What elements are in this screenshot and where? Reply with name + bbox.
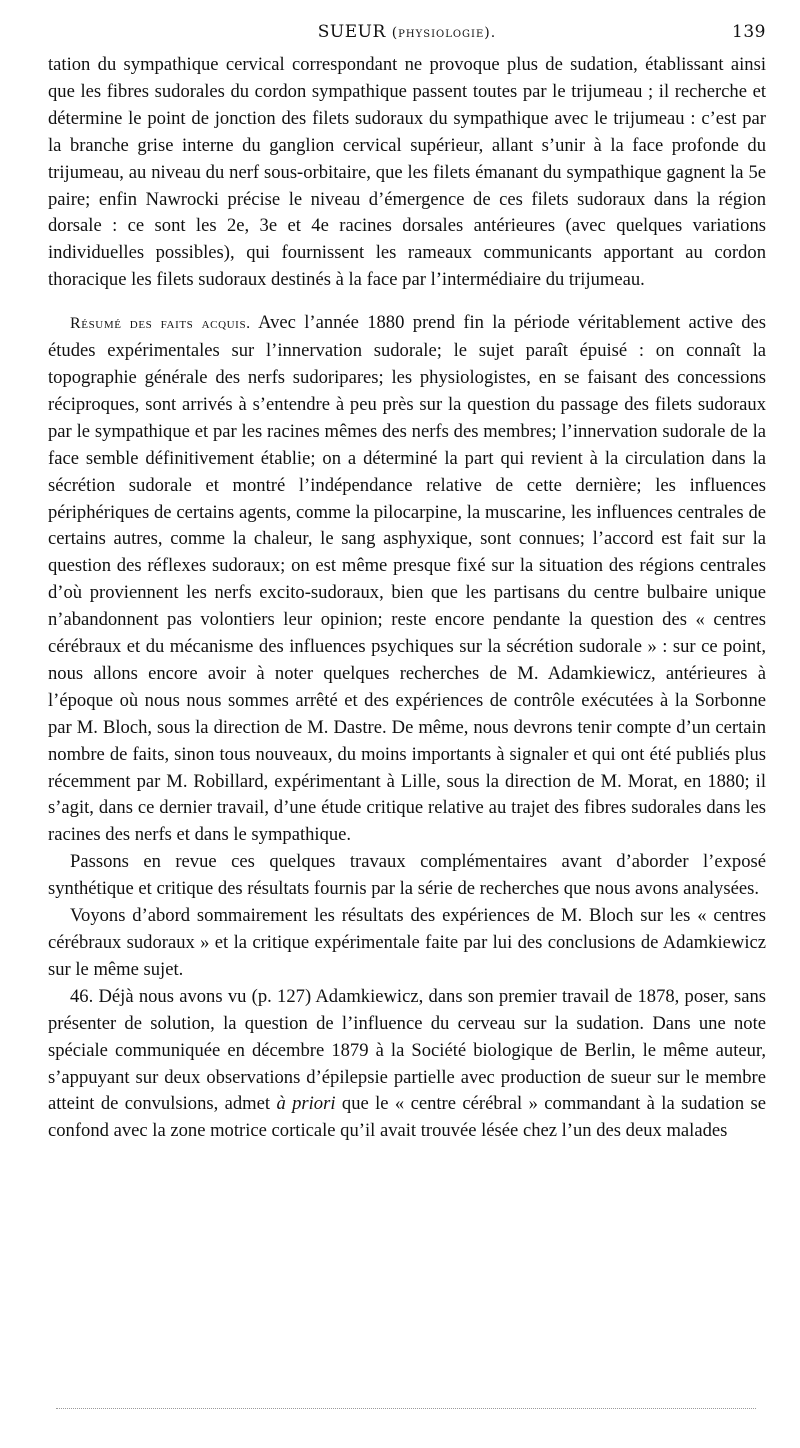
paragraph-review: Passons en revue ces quelques travaux complémentaires avant d’aborder l’exposé synthétique et critique des résultats fournis par la série de recherches que nous avons analysées. bbox=[48, 851, 766, 900]
paragraph-continuation: tation du sympathique cervical correspondant ne provoque plus de sudation, établissant ainsi que les fibres sudorales du cordon sympathique passent toutes par le trijumeau ; il recherche et détermine le point de jonction des filets sudoraux du sympathique avec le trijumeau : c’est par la branche grise interne du ganglion cervical supérieur, allant s’unir à la face profonde du trijumeau, au niveau du nerf sous-orbitaire, que les filets émanant du sympathique gagnent la 5e paire; enfin Nawrocki précise le niveau d’émergence de ces filets sudoraux dans la région dorsale : ce sont les 2e, 3e et 4e racines dorsales antérieures (avec quelques variations individuelles possibles), qui fournissent les rameaux communicants apportant au cordon thoracique les filets sudoraux destinés à la face par l’intermédiaire du trijumeau. bbox=[48, 54, 766, 291]
document-page bbox=[48, 22, 766, 1145]
paragraph-46-text-b: que le « centre cérébral » commandant à la sudation se confond avec la zone motrice corticale qu’il avait trouvée lésée chez l’un des deux malades bbox=[48, 1093, 766, 1142]
paragraph-summary bbox=[48, 310, 766, 849]
body-text bbox=[48, 52, 766, 1145]
running-head bbox=[48, 22, 766, 52]
paragraph-number: 46. bbox=[70, 985, 94, 1007]
paragraph-46-italic: à priori bbox=[276, 1093, 336, 1115]
bottom-bleed-line bbox=[56, 1408, 756, 1409]
paragraph-46-text-a: Déjà nous avons vu (p. 127) Adamkiewicz, dans son premier travail de 1878, poser, sans présenter de solution, la question de l’influence du cerveau sur la sudation. Dans une note spéciale communiquée en décembre 1879 à la Société biologique de Berlin, le même auteur, s’appuyant sur deux observations d’épilepsie partielle avec production de sueur sur le membre atteint de convulsions, admet bbox=[48, 985, 766, 1115]
running-title-subtitle: (physiologie). bbox=[391, 25, 497, 41]
paragraph-46 bbox=[48, 984, 766, 1145]
paragraph-summary-body: Avec l’année 1880 prend fin la période véritablement active des études expérimentales sur l’innervation sudorale; le sujet paraît épuisé : on connaît la topographie générale des nerfs sudoripares; les physiologistes, en se faisant des concessions réciproques, sont arrivés à s’entendre à peu près sur la question du passage des filets sudoraux par le sympathique et par les racines mêmes des nerfs des membres; l’innervation sudorale de la face semble définitivement établie; on a déterminé la part qui revient à la circulation dans la sécrétion sudorale et montré l’indépendance relative de cette dernière; les influences périphériques de certains agents, comme la pilocarpine, la muscarine, les influences centrales de certains autres, comme la chaleur, le sang asphyxique, sont connues; l’accord est fait sur la question des réflexes sudoraux; on est même presque fixé sur la situation des régions centrales d’où proviennent les nerfs excito-sudoraux, bien que les partisans du centre bulbaire unique n’abandonnent pas volontiers leur opinion; reste encore pendante la question des « centres cérébraux et du mécanisme des influences psychiques sur la sécrétion sudorale » : sur ce point, nous allons encore avoir à noter quelques recherches de M. Adamkiewicz, antérieures à l’époque où nous nous sommes arrêté et des expériences de contrôle exécutées à la Sorbonne par M. Bloch, sous la direction de M. Dastre. De même, nous devrons tenir compte d’un certain nombre de faits, sinon tous nouveaux, du moins importants à signaler et qui ont été publiés plus récemment par M. Robillard, expérimentant à Lille, sous la direction de M. Morat, en 1880; il s’agit, dans ce dernier travail, d’une étude critique relative au trajet des fibres sudorales dans les racines des nerfs et dans le sympathique. bbox=[48, 312, 767, 846]
paragraph-bloch: Voyons d’abord sommairement les résultats des expériences de M. Bloch sur les « centres cérébraux sudoraux » et la critique expérimentale faite par lui des conclusions de Adamkiewicz sur le même sujet. bbox=[48, 905, 766, 980]
section-heading: Résumé des faits acquis. bbox=[70, 315, 251, 333]
page-number: 139 bbox=[732, 22, 766, 42]
running-title-main: SUEUR bbox=[317, 22, 386, 42]
running-title bbox=[48, 22, 766, 42]
